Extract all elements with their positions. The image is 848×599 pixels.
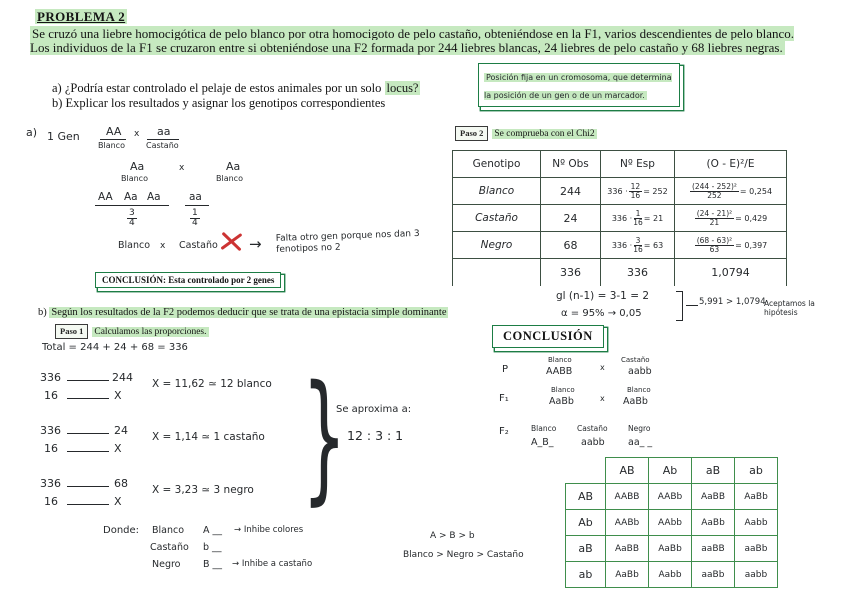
fraction-three-quarters bbox=[127, 209, 137, 229]
chi-fraction bbox=[690, 183, 739, 200]
right-arrow-icon: → bbox=[249, 235, 262, 253]
proportion-line bbox=[67, 451, 109, 452]
connector-line bbox=[686, 305, 698, 306]
chi-result: = 0,254 bbox=[739, 186, 773, 196]
proportion-value: 244 bbox=[112, 371, 133, 384]
f2-geno: aa_ _ bbox=[628, 437, 653, 448]
chi-num: (68 - 63)² bbox=[696, 235, 733, 245]
conclusion-a-text: CONCLUSIÓN: Esta controlado por 2 genes bbox=[102, 275, 275, 285]
paso2-badge: Paso 2 bbox=[455, 126, 488, 141]
proportion-value: 24 bbox=[114, 424, 128, 437]
chi2-cell-obs: 244 bbox=[541, 178, 601, 205]
donde-geno: b __ bbox=[203, 542, 222, 553]
fraction-numerator: 3 bbox=[129, 208, 135, 218]
chi2-cell-chi bbox=[675, 232, 787, 259]
esp-fraction bbox=[633, 237, 643, 254]
esp-den: 16 bbox=[633, 217, 643, 227]
paso2 bbox=[455, 123, 597, 141]
f2-phenotype-castano: Castaño bbox=[179, 240, 218, 251]
chi2-table bbox=[452, 150, 787, 286]
chi2-row-castano bbox=[453, 205, 787, 232]
punnett-row bbox=[566, 510, 778, 536]
page-title-text: PROBLEMA 2 bbox=[37, 9, 126, 24]
esp-result: = 63 bbox=[643, 240, 664, 250]
fraction-numerator: 1 bbox=[192, 208, 198, 218]
proportion-value: X bbox=[114, 442, 122, 455]
dominance-phenotypes: Blanco > Negro > Castaño bbox=[403, 550, 524, 560]
question-a-text: a) ¿Podría estar controlado el pelaje de estos animales por un solo bbox=[52, 81, 385, 95]
chi2-cell-chi bbox=[675, 178, 787, 205]
esp-fraction bbox=[629, 183, 643, 200]
proportion-line bbox=[67, 433, 109, 434]
proportion-value: 336 bbox=[40, 477, 61, 490]
chi2-header-genotipo: Genotipo bbox=[453, 151, 541, 178]
cross-sign: x bbox=[160, 241, 166, 251]
f2-pheno: Negro bbox=[628, 424, 651, 433]
p-right-pheno: Castaño bbox=[621, 356, 650, 364]
donde-note: → Inhibe a castaño bbox=[232, 559, 313, 569]
two-genes-note: Falta otro gen porque nos dan 3 fenotipos no 2 bbox=[275, 228, 420, 255]
proportion-result: X = 3,23 ≃ 3 negro bbox=[152, 484, 254, 496]
esp-base: 336 · bbox=[611, 213, 633, 223]
chi2-cell-genotipo: Castaño bbox=[453, 205, 541, 232]
esp-fraction bbox=[633, 210, 643, 227]
donde-geno: A __ bbox=[203, 525, 223, 536]
punnett-cell: aaBb bbox=[692, 562, 735, 588]
proportion-line bbox=[67, 398, 109, 399]
f2-pheno: Castaño bbox=[577, 424, 608, 433]
f1-right-genotype: Aa bbox=[226, 160, 241, 173]
proportion-line bbox=[67, 380, 109, 381]
punnett-cell: AaBB bbox=[606, 536, 649, 562]
f2-genotype: aa bbox=[189, 191, 202, 203]
bracket-shape bbox=[676, 291, 683, 321]
punnett-cell: AaBb bbox=[692, 510, 735, 536]
f2-pheno: Blanco bbox=[531, 424, 557, 433]
p-left-geno: AABB bbox=[546, 366, 573, 377]
underline bbox=[147, 139, 179, 140]
proportion-value: 336 bbox=[40, 371, 61, 384]
paso2-text: Se comprueba con el Chi2 bbox=[494, 129, 595, 139]
punnett-row bbox=[566, 562, 778, 588]
esp-num: 3 bbox=[635, 235, 641, 245]
punnett-cell: Aabb bbox=[735, 510, 778, 536]
question-a bbox=[52, 81, 420, 96]
section-b-intro bbox=[38, 307, 448, 318]
chi2-cell-esp bbox=[601, 205, 675, 232]
punnett-cell: AaBb bbox=[735, 484, 778, 510]
f2-genotype: Aa bbox=[124, 191, 138, 203]
f2-geno: aabb bbox=[581, 437, 605, 448]
punnett-row-header: ab bbox=[566, 562, 606, 588]
punnett-col-header: AB bbox=[606, 458, 649, 484]
chi2-header-obs: Nº Obs bbox=[541, 151, 601, 178]
chi-fraction bbox=[695, 237, 734, 254]
proportion-value: X bbox=[114, 495, 122, 508]
chi2-cell-obs: 68 bbox=[541, 232, 601, 259]
punnett-row-header: aB bbox=[566, 536, 606, 562]
esp-base: 336 · bbox=[611, 240, 633, 250]
cross-sign: x bbox=[179, 163, 185, 173]
paso1-text: Calculamos las proporciones. bbox=[94, 327, 207, 337]
underline bbox=[100, 139, 126, 140]
donde-pheno: Blanco bbox=[152, 525, 185, 536]
chi2-cell-esp bbox=[601, 232, 675, 259]
section-b-label: b) bbox=[38, 307, 47, 318]
p-right-phenotype: Castaño bbox=[146, 141, 179, 150]
punnett-cell: AABB bbox=[606, 484, 649, 510]
locus-definition-box bbox=[478, 63, 680, 107]
chi2-cell-esp bbox=[601, 178, 675, 205]
chi2-header-row bbox=[453, 151, 787, 178]
chi2-cell-genotipo: Blanco bbox=[453, 178, 541, 205]
chi2-row-negro bbox=[453, 232, 787, 259]
brace-icon: } bbox=[302, 356, 347, 519]
problem-statement bbox=[30, 27, 802, 55]
f2-geno: A_B_ bbox=[531, 437, 554, 448]
punnett-square bbox=[565, 457, 778, 588]
locus-definition-text: Posición fija en un cromosoma, que determina la posición de un gen o de un marcador. bbox=[484, 73, 672, 100]
punnett-row bbox=[566, 484, 778, 510]
cross-sign: x bbox=[600, 394, 605, 403]
p-right-geno: aabb bbox=[628, 366, 652, 377]
proportion-value: 68 bbox=[114, 477, 128, 490]
p-left-phenotype: Blanco bbox=[98, 141, 125, 150]
punnett-row-header: Ab bbox=[566, 510, 606, 536]
chi2-total-obs: 336 bbox=[541, 259, 601, 286]
punnett-cell: AABb bbox=[606, 510, 649, 536]
donde-geno: B __ bbox=[203, 559, 223, 570]
wrong-cross-icon bbox=[218, 228, 245, 255]
generation-f1-label: F₁ bbox=[499, 393, 509, 404]
proportion-value: 16 bbox=[44, 442, 58, 455]
section-b-intro-text: Según los resultados de la F2 podemos deducir que se trata de una epistacia simple dominante bbox=[51, 307, 447, 318]
punnett-empty-corner bbox=[566, 458, 606, 484]
chi-result: = 0,429 bbox=[735, 213, 768, 223]
chi-num: (244 - 252)² bbox=[691, 181, 737, 191]
cross-sign: x bbox=[134, 129, 140, 139]
proportion-line bbox=[67, 486, 109, 487]
donde-note: → Inhibe colores bbox=[234, 525, 304, 535]
punnett-row-header: AB bbox=[566, 484, 606, 510]
esp-num: 12 bbox=[630, 181, 641, 191]
punnett-cell: AAbb bbox=[649, 510, 692, 536]
f1-left-phenotype: Blanco bbox=[121, 174, 148, 183]
chi2-row-blanco bbox=[453, 178, 787, 205]
f2-phenotype-blanco: Blanco bbox=[118, 240, 151, 251]
approx-ratio: 12 : 3 : 1 bbox=[347, 428, 404, 443]
f1-left-pheno: Blanco bbox=[551, 386, 575, 394]
f1-left-genotype: Aa bbox=[130, 160, 145, 173]
chi2-total-chi: 1,0794 bbox=[675, 259, 787, 286]
locus-highlight: locus? bbox=[386, 81, 419, 95]
generation-f2-label: F₂ bbox=[499, 426, 509, 437]
paso1-badge: Paso 1 bbox=[55, 324, 88, 339]
proportion-value: 16 bbox=[44, 389, 58, 402]
chi-den: 21 bbox=[709, 217, 720, 227]
fraction-denominator: 4 bbox=[129, 218, 135, 229]
approx-label: Se aproxima a: bbox=[336, 404, 412, 415]
fraction-bar bbox=[95, 205, 169, 206]
punnett-cell: AaBb bbox=[606, 562, 649, 588]
chi2-cell-chi bbox=[675, 205, 787, 232]
p-right-genotype: aa bbox=[157, 125, 171, 138]
chi2-totals-row bbox=[453, 259, 787, 286]
fraction-denominator: 4 bbox=[192, 218, 198, 229]
chi-num: (24 - 21)² bbox=[696, 208, 733, 218]
gene-count-note: 1 Gen bbox=[47, 130, 80, 143]
proportion-result: X = 11,62 ≃ 12 blanco bbox=[152, 378, 272, 390]
chi2-cell-obs: 24 bbox=[541, 205, 601, 232]
fraction-one-quarter bbox=[190, 209, 200, 229]
paso1 bbox=[55, 321, 209, 339]
esp-den: 16 bbox=[630, 190, 641, 200]
section-a-label: a) bbox=[26, 126, 38, 139]
conclusion-a-box bbox=[95, 272, 281, 288]
p-left-pheno: Blanco bbox=[548, 356, 572, 364]
chi-fraction bbox=[695, 210, 734, 227]
f1-right-phenotype: Blanco bbox=[216, 174, 243, 183]
punnett-cell: aaBb bbox=[735, 536, 778, 562]
chi2-comparison: 5,991 > 1,0794 bbox=[699, 297, 766, 307]
total-calculation: Total = 244 + 24 + 68 = 336 bbox=[42, 342, 188, 353]
f2-genotype: AA bbox=[98, 191, 113, 203]
punnett-cell: AaBB bbox=[692, 484, 735, 510]
esp-base: 336 · bbox=[607, 186, 628, 196]
punnett-cell: AABb bbox=[649, 484, 692, 510]
generation-p-label: P bbox=[502, 364, 509, 375]
chi2-cell-genotipo: Negro bbox=[453, 232, 541, 259]
alpha-level: α = 95% → 0,05 bbox=[561, 308, 642, 319]
f2-genotype: Aa bbox=[147, 191, 161, 203]
esp-den: 16 bbox=[633, 244, 643, 254]
proportion-value: 16 bbox=[44, 495, 58, 508]
degrees-of-freedom: gl (n-1) = 3-1 = 2 bbox=[556, 290, 650, 302]
esp-num: 1 bbox=[635, 208, 641, 218]
p-left-genotype: AA bbox=[106, 125, 122, 138]
hypothesis-verdict: Aceptamos la hipótesis bbox=[764, 299, 815, 317]
proportion-value: X bbox=[114, 389, 122, 402]
problem-statement-text: Se cruzó una liebre homocigótica de pelo blanco por otra homocigoto de pelo castaño, obteniéndose en la F1, varios descendientes de pelo blanco. Los individuos de la F1 se cruzaron entre si obteniéndose una F2 formada por 244 liebres blancas, 24 liebres de pelo castaño y 68 liebres negras. bbox=[30, 26, 795, 55]
chi2-cell-empty bbox=[453, 259, 541, 286]
chi2-header-chi: (O - E)²/E bbox=[675, 151, 787, 178]
chi2-total-esp: 336 bbox=[601, 259, 675, 286]
esp-result: = 21 bbox=[643, 213, 664, 223]
f1-left-geno: AaBb bbox=[549, 396, 574, 407]
proportion-value: 336 bbox=[40, 424, 61, 437]
donde-pheno: Castaño bbox=[150, 542, 189, 553]
f1-right-geno: AaBb bbox=[623, 396, 648, 407]
conclusion-main-box bbox=[492, 325, 604, 348]
proportion-result: X = 1,14 ≃ 1 castaño bbox=[152, 431, 265, 443]
conclusion-title: CONCLUSIÓN bbox=[503, 329, 593, 343]
punnett-cell: aabb bbox=[735, 562, 778, 588]
f1-right-pheno: Blanco bbox=[627, 386, 651, 394]
punnett-col-header: aB bbox=[692, 458, 735, 484]
punnett-col-header: ab bbox=[735, 458, 778, 484]
punnett-row bbox=[566, 536, 778, 562]
punnett-header-row bbox=[566, 458, 778, 484]
chi-result: = 0,397 bbox=[735, 240, 768, 250]
punnett-col-header: Ab bbox=[649, 458, 692, 484]
dominance-alleles: A > B > b bbox=[430, 531, 475, 541]
proportion-line bbox=[67, 504, 109, 505]
page-title bbox=[35, 9, 127, 25]
cross-sign: x bbox=[600, 363, 605, 372]
fraction-bar bbox=[185, 205, 209, 206]
chi-den: 252 bbox=[707, 190, 722, 200]
esp-result: = 252 bbox=[643, 186, 668, 196]
punnett-cell: AaBb bbox=[649, 536, 692, 562]
punnett-cell: aaBB bbox=[692, 536, 735, 562]
donde-label: Donde: bbox=[103, 525, 140, 536]
chi2-header-esp: Nº Esp bbox=[601, 151, 675, 178]
chi-den: 63 bbox=[709, 244, 720, 254]
punnett-cell: Aabb bbox=[649, 562, 692, 588]
donde-pheno: Negro bbox=[152, 559, 181, 570]
question-b: b) Explicar los resultados y asignar los genotipos correspondientes bbox=[52, 96, 386, 110]
